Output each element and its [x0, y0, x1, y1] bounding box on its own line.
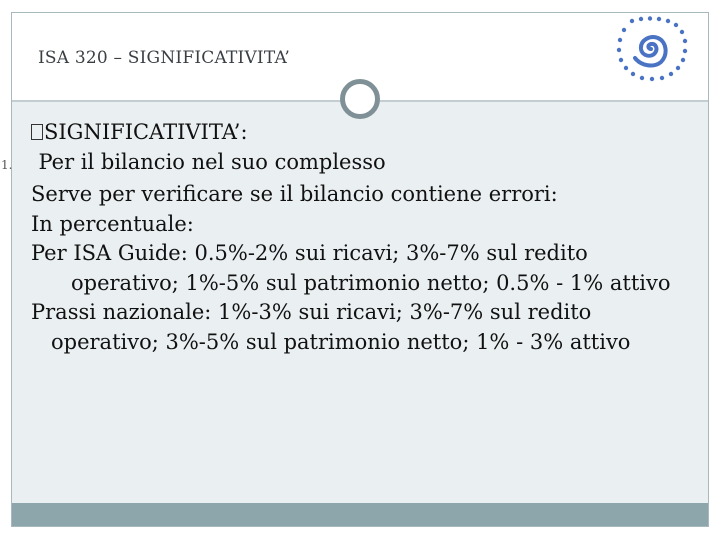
item-text: Per il bilancio nel suo complesso — [38, 149, 386, 174]
item-number: 1. — [1, 157, 13, 172]
slide-content — [1, 118, 691, 357]
header-divider-right — [380, 100, 708, 102]
numbered-item — [1, 148, 691, 181]
slide-title: ISA 320 – SIGNIFICATIVITA’ — [38, 48, 291, 68]
footer-band — [12, 503, 708, 526]
text-line-verify: Serve per verificare se il bilancio contiene errori: — [31, 182, 558, 206]
text-line-percent: In percentuale: — [31, 211, 194, 236]
bullet-box-icon — [31, 124, 43, 140]
isa-guide-text: Per ISA Guide: 0.5%-2% sui ricavi; 3%-7% sul redito operativo; 1%-5% sul patrimonio netto; 0.5% - 1% attivo — [31, 241, 671, 295]
ring-ornament-icon — [340, 79, 380, 119]
spiral-logo-icon — [614, 16, 688, 82]
header-divider-left — [12, 100, 342, 102]
section-heading: SIGNIFICATIVITA’: — [31, 118, 691, 148]
prassi-text: Prassi nazionale: 1%-3% sui ricavi; 3%-7% sul redito operativo; 3%-5% sul patrimonio netto; 1% - 3% attivo — [31, 300, 631, 354]
